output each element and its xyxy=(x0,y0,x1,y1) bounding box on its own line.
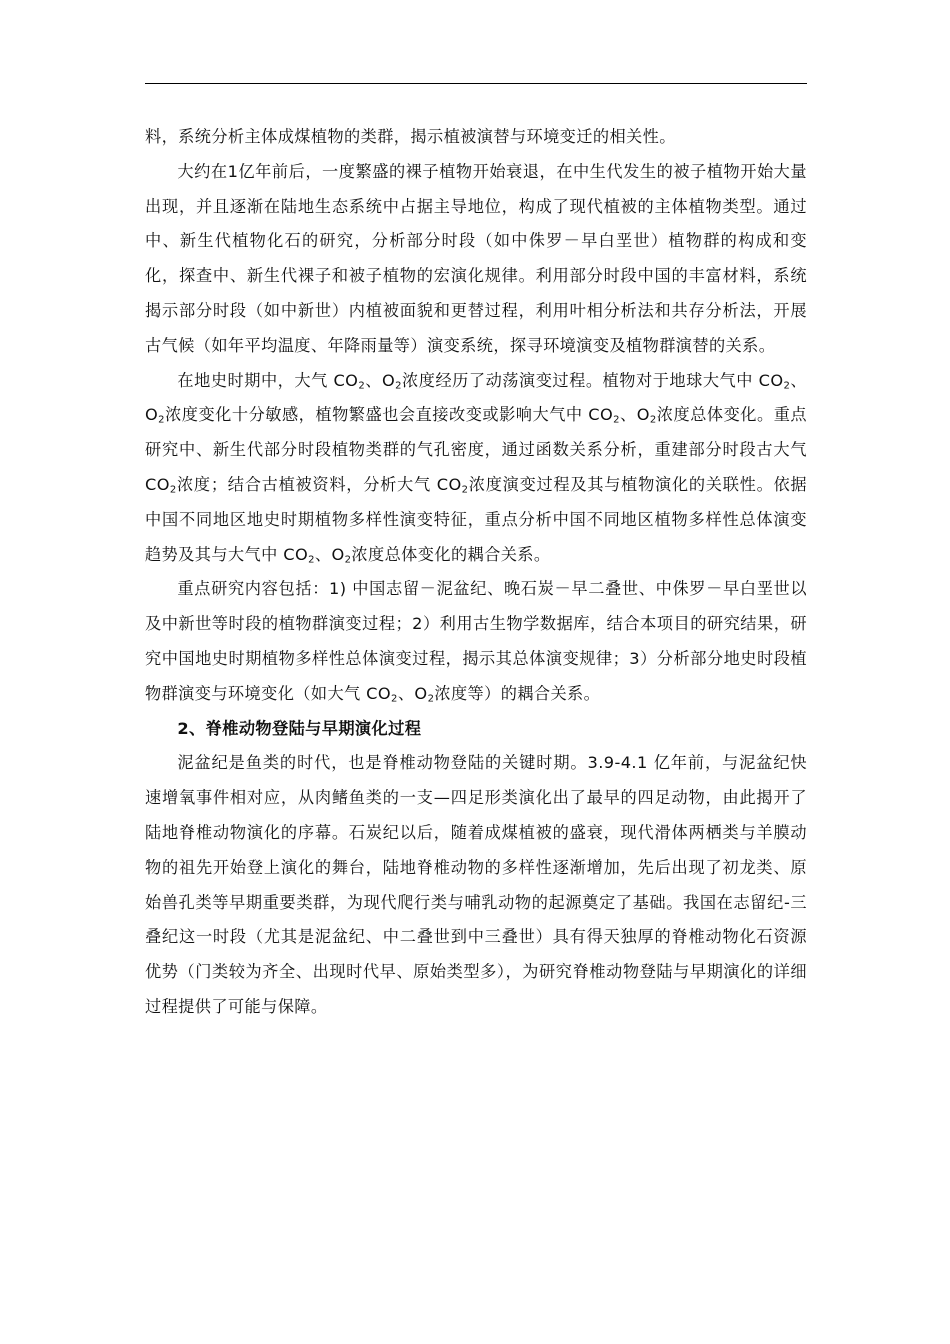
text-run: 浓度总体变化。重点研究中、新生代部分时段植物类群的气孔密度，通过函数关系分析，重建部分时段古大气 CO xyxy=(145,405,808,494)
subscript: 2 xyxy=(158,414,165,426)
subscript: 2 xyxy=(395,380,402,392)
subscript: 2 xyxy=(358,380,366,392)
subscript: 2 xyxy=(344,554,352,566)
text-run: 浓度总体变化的耦合关系。 xyxy=(351,544,551,564)
paragraph-angiosperm-evolution xyxy=(145,155,807,364)
text-run: 泥盆纪是鱼类的时代，也是脊椎动物登陆的关键时期。3.9-4.1 亿年前，与泥盆纪快速增氧事件相对应，从肉鳍鱼类的一支—四足形类演化出了最早的四足动物，由此揭开了陆地脊椎动物演化的序幕。石炭纪以后，随着成煤植被的盛衰，现代滑体两栖类与羊膜动物的祖先开始登上演化的舞台，陆地脊椎动物的多样性逐渐增加，先后出现了初龙类、原始兽孔类等早期重要类群，为现代爬行类与哺乳动物的起源奠定了基础。我国在志留纪-三叠纪这一时段（尤其是泥盆纪、中二叠世到中三叠世）具有得天独厚的脊椎动物化石资源优势（门类较为齐全、出现时代早、原始类型多），为研究脊椎动物登陆与早期演化的详细过程提供了可能与保障。 xyxy=(145,753,807,1016)
text-run: 浓度经历了动荡演变过程。植物对于地球大气中 CO xyxy=(401,370,784,390)
paragraph-atmospheric-co2-o2 xyxy=(145,364,807,573)
paragraph-coal-plants xyxy=(145,120,807,155)
subscript: 2 xyxy=(783,380,791,392)
subscript: 2 xyxy=(613,414,620,426)
paragraph-key-research-content xyxy=(145,572,807,711)
text-run: 、O xyxy=(365,370,396,390)
text-run: 浓度变化十分敏感，植物繁盛也会直接改变或影响大气中 CO xyxy=(164,405,614,425)
subscript: 2 xyxy=(308,554,315,566)
text-run: 料，系统分析主体成煤植物的类群，揭示植被演替与环境变迁的相关性。 xyxy=(145,127,676,146)
text-run: 浓度演变过程及其与植物演化的关联性。依据中国不同地区地史时期植物多样性演变特征，重点分析中国不同地区植物多样性总体演变趋势及其与大气中 CO xyxy=(145,474,808,564)
text-run: 浓度；结合古植被资料，分析大气 CO xyxy=(176,474,462,494)
text-run: 大约在1亿年前后，一度繁盛的裸子植物开始衰退，在中生代发生的被子植物开始大量出现，并且逐渐在陆地生态系统中占据主导地位，构成了现代植被的主体植物类型。通过中、新生代植物化石的研究，分析部分时段（如中侏罗－早白垩世）植物群的构成和变化，探查中、新生代裸子和被子植物的宏演化规律。利用部分时段中国的丰富材料，系统揭示部分时段（如中新世）内植被面貌和更替过程，利用叶相分析法和共存分析法，开展古气候（如年平均温度、年降雨量等）演变系统，探寻环境演变及植物群演替的关系。 xyxy=(145,161,807,355)
text-run: 、O xyxy=(145,370,807,425)
text-run: 重点研究内容包括：1) 中国志留－泥盆纪、晚石炭－早二叠世、中侏罗－早白垩世以及中新世等时段的植物群演变过程；2）利用古生物学数据库，结合本项目的研究结果，研究中国地史时期植物多样性总体演变过程，揭示其总体演变规律；3）分析部分地史时段植物群演变与环境变化（如大气 CO xyxy=(145,579,807,703)
text-run: 、O xyxy=(314,544,345,564)
subscript: 2 xyxy=(427,693,435,705)
header-rule xyxy=(145,83,807,84)
subscript: 2 xyxy=(461,484,469,496)
section-heading: 2、脊椎动物登陆与早期演化过程 xyxy=(177,718,422,738)
subscript: 2 xyxy=(169,484,177,496)
text-run: 浓度等）的耦合关系。 xyxy=(434,683,601,703)
paragraph-vertebrate-terrestrialization xyxy=(145,746,807,1024)
text-run: 在地史时期中，大气 CO xyxy=(177,370,359,390)
text-run: 、O xyxy=(397,683,428,703)
subscript: 2 xyxy=(391,693,398,705)
document-body xyxy=(145,120,807,1025)
subscript: 2 xyxy=(649,414,657,426)
text-run: 、O xyxy=(619,405,650,425)
